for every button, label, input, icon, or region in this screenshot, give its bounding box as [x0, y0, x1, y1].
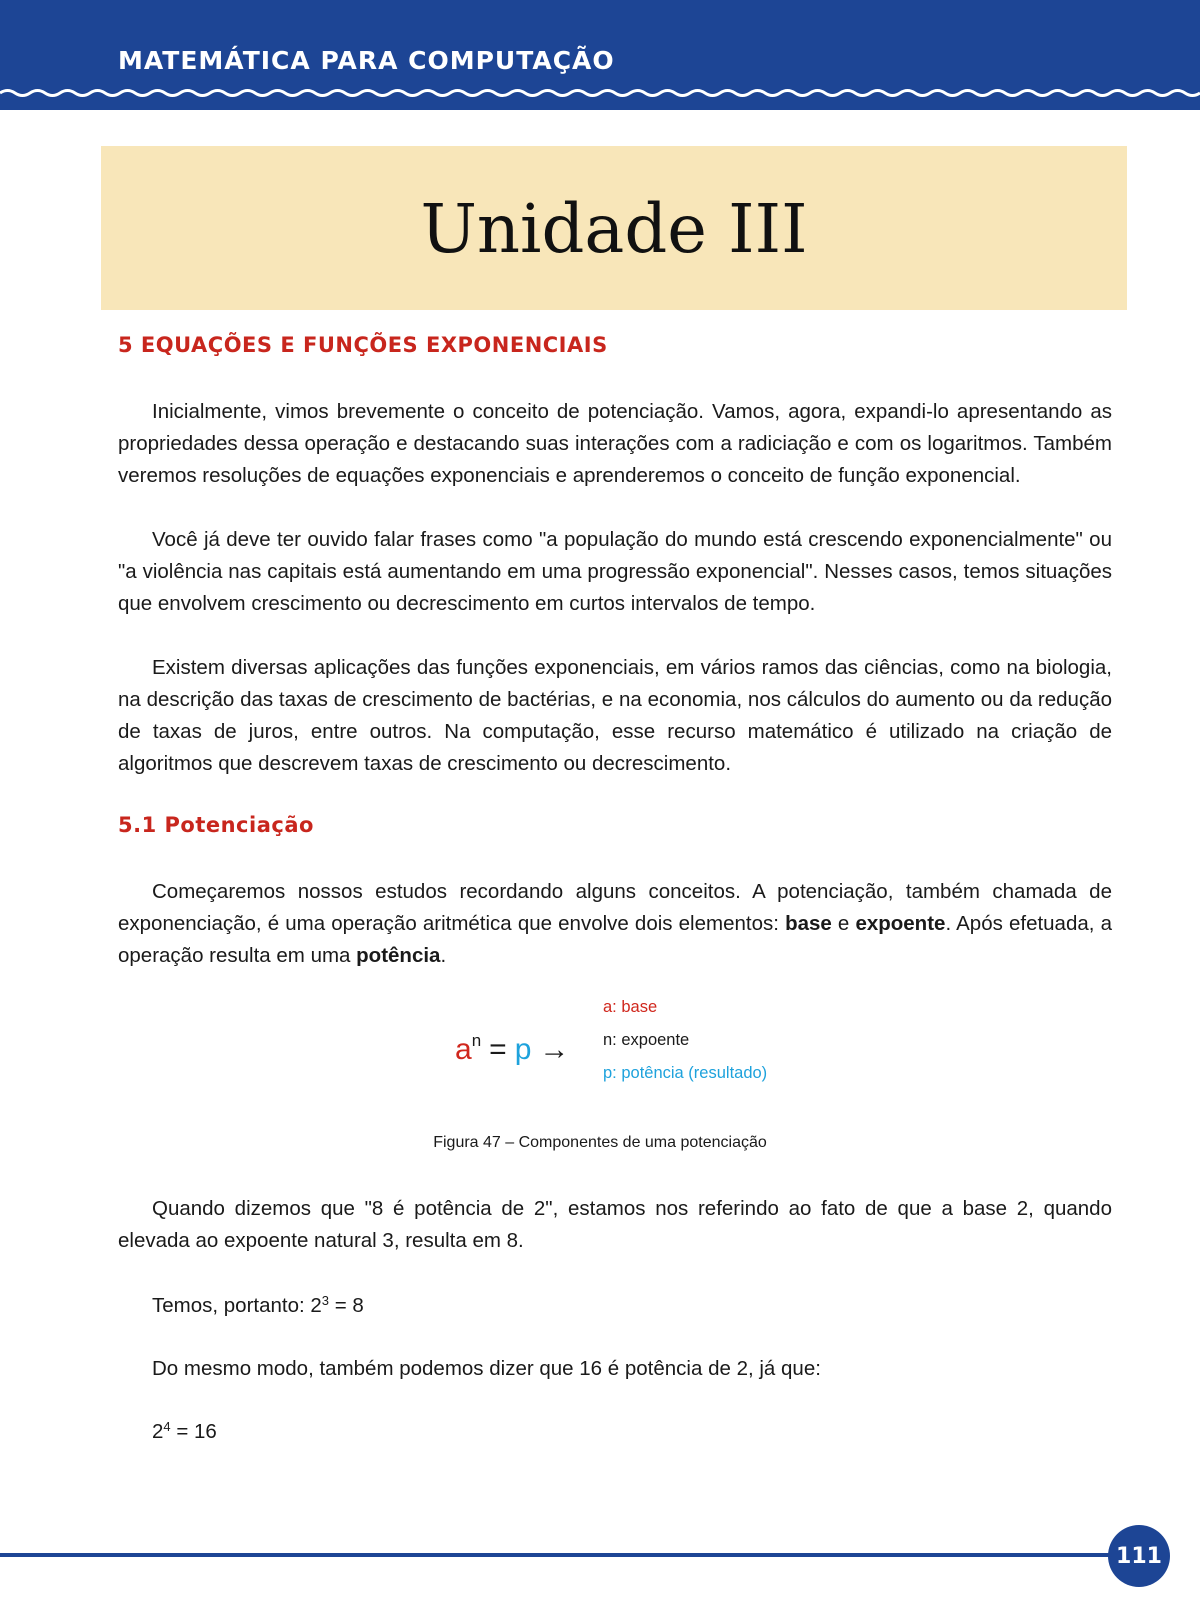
arrow-icon: → [539, 1033, 570, 1066]
formula-base: a [455, 1033, 472, 1066]
term-base: base [785, 912, 832, 935]
legend-power: p: potência (resultado) [603, 1064, 768, 1082]
unit-title: Unidade III [420, 190, 808, 268]
paragraph-5: Quando dizemos que "8 é potência de 2", estamos nos referindo ao fato de que a base 2, quando elevada ao expoente natural 3, resulta em 8. [118, 1197, 1112, 1252]
formula-equals: = [489, 1033, 507, 1066]
section-heading: 5 EQUAÇÕES E FUNÇÕES EXPONENCIAIS [118, 333, 608, 357]
paragraph-3: Existem diversas aplicações das funções exponenciais, em vários ramos das ciências, como na biologia, na descrição das taxas de crescimento de bactérias, e na economia, nos cálculos do aumento ou da redução de taxas de juros, entre outros. Na computação, esse recurso matemático é utilizado na criação de algoritmos que descrevem taxas de crescimento ou decrescimento. [118, 656, 1112, 775]
unit-banner [101, 146, 1127, 310]
term-potencia: potência [356, 944, 441, 967]
legend-base: a: base [603, 998, 658, 1016]
subsection-heading: 5.1 Potenciação [118, 813, 314, 837]
paragraph-6: Do mesmo modo, também podemos dizer que 16 é potência de 2, já que: [152, 1357, 821, 1380]
legend-exponent: n: expoente [603, 1031, 690, 1049]
book-title: MATEMÁTICA PARA COMPUTAÇÃO [118, 46, 615, 75]
page-header [0, 0, 1200, 110]
header-wave-border [0, 86, 1200, 100]
power-formula [455, 1031, 569, 1067]
term-expoente: expoente [855, 912, 946, 935]
footer-rule [0, 1553, 1118, 1557]
example-2-cubed: Temos, portanto: $2^3 = 8$ [152, 1293, 364, 1317]
paragraph-4: Começaremos nossos estudos recordando alguns conceitos. A potenciação, também chamada de exponenciação, é uma operação aritmética que envolve dois elementos: base e expoente. Após efetuada, a operação resulta em uma potência. [118, 880, 1112, 967]
page-number: 111 [1108, 1525, 1170, 1587]
paragraph-1: Inicialmente, vimos brevemente o conceito de potenciação. Vamos, agora, expandi-lo apresentando as propriedades dessa operação e destacando suas interações com a radiciação e com os logaritmos. Também veremos resoluções de equações exponenciais e aprenderemos o conceito de função exponencial. [118, 400, 1112, 487]
figure-caption: Figura 47 – Componentes de uma potenciação [433, 1134, 767, 1151]
example-2-fourth: $2^4 = 16$ [152, 1419, 217, 1443]
formula-exponent: n [471, 1031, 482, 1050]
formula-power: p [514, 1033, 532, 1066]
paragraph-2: Você já deve ter ouvido falar frases como "a população do mundo está crescendo exponencialmente" ou "a violência nas capitais está aumentando em uma progressão exponencial". Nesses casos, temos situações que envolvem crescimento ou decrescimento em curtos intervalos de tempo. [118, 528, 1112, 615]
